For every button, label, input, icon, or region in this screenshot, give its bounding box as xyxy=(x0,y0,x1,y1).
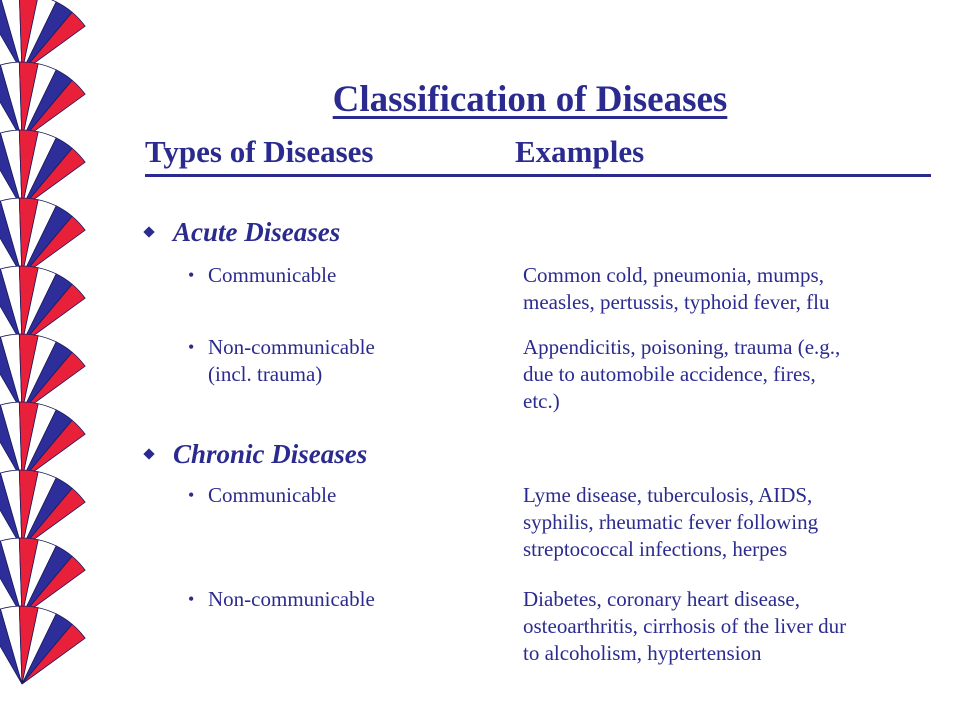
column-header xyxy=(145,134,931,177)
disease-type: Non-communicable xyxy=(208,587,375,611)
bullet-icon: • xyxy=(188,485,195,505)
examples-line: osteoarthritis, cirrhosis of the liver dur xyxy=(523,614,847,638)
list-item xyxy=(0,334,960,424)
examples-line: to alcoholism, hyptertension xyxy=(523,641,762,665)
examples-line: syphilis, rheumatic fever following xyxy=(523,510,819,534)
bullet-icon: • xyxy=(188,589,195,609)
section-heading-label: Acute Diseases xyxy=(173,217,341,247)
section-heading-acute xyxy=(145,217,340,248)
slide-title: Classification of Diseases xyxy=(332,79,728,120)
column-header-examples: Examples xyxy=(515,134,645,169)
section-heading-label: Chronic Diseases xyxy=(173,439,368,469)
list-item xyxy=(0,262,960,322)
diamond-bullet-icon xyxy=(143,226,154,237)
bullet-icon: • xyxy=(188,337,195,357)
list-item xyxy=(0,482,960,572)
examples-line: due to automobile accidence, fires, xyxy=(523,362,816,386)
examples-line: measles, pertussis, typhoid fever, flu xyxy=(523,290,830,314)
bullet-icon: • xyxy=(188,265,195,285)
list-item xyxy=(0,586,960,676)
examples-line: streptococcal infections, herpes xyxy=(523,537,788,561)
section-heading-chronic xyxy=(145,439,367,470)
examples-line: Diabetes, coronary heart disease, xyxy=(523,587,800,611)
type-line: (incl. trauma) xyxy=(208,362,323,386)
disease-examples xyxy=(523,334,943,415)
disease-type: Communicable xyxy=(208,483,337,507)
examples-line: etc.) xyxy=(523,389,560,413)
type-line: Non-communicable xyxy=(208,335,375,359)
diamond-bullet-icon xyxy=(143,448,154,459)
disease-examples xyxy=(523,482,943,563)
examples-line: Appendicitis, poisoning, trauma (e.g., xyxy=(523,335,841,359)
disease-examples xyxy=(523,262,943,316)
disease-examples xyxy=(523,586,943,667)
examples-line: Lyme disease, tuberculosis, AIDS, xyxy=(523,483,813,507)
disease-type xyxy=(208,334,518,388)
examples-line: Common cold, pneumonia, mumps, xyxy=(523,263,824,287)
disease-type: Communicable xyxy=(208,263,337,287)
column-header-types: Types of Diseases xyxy=(145,134,374,169)
